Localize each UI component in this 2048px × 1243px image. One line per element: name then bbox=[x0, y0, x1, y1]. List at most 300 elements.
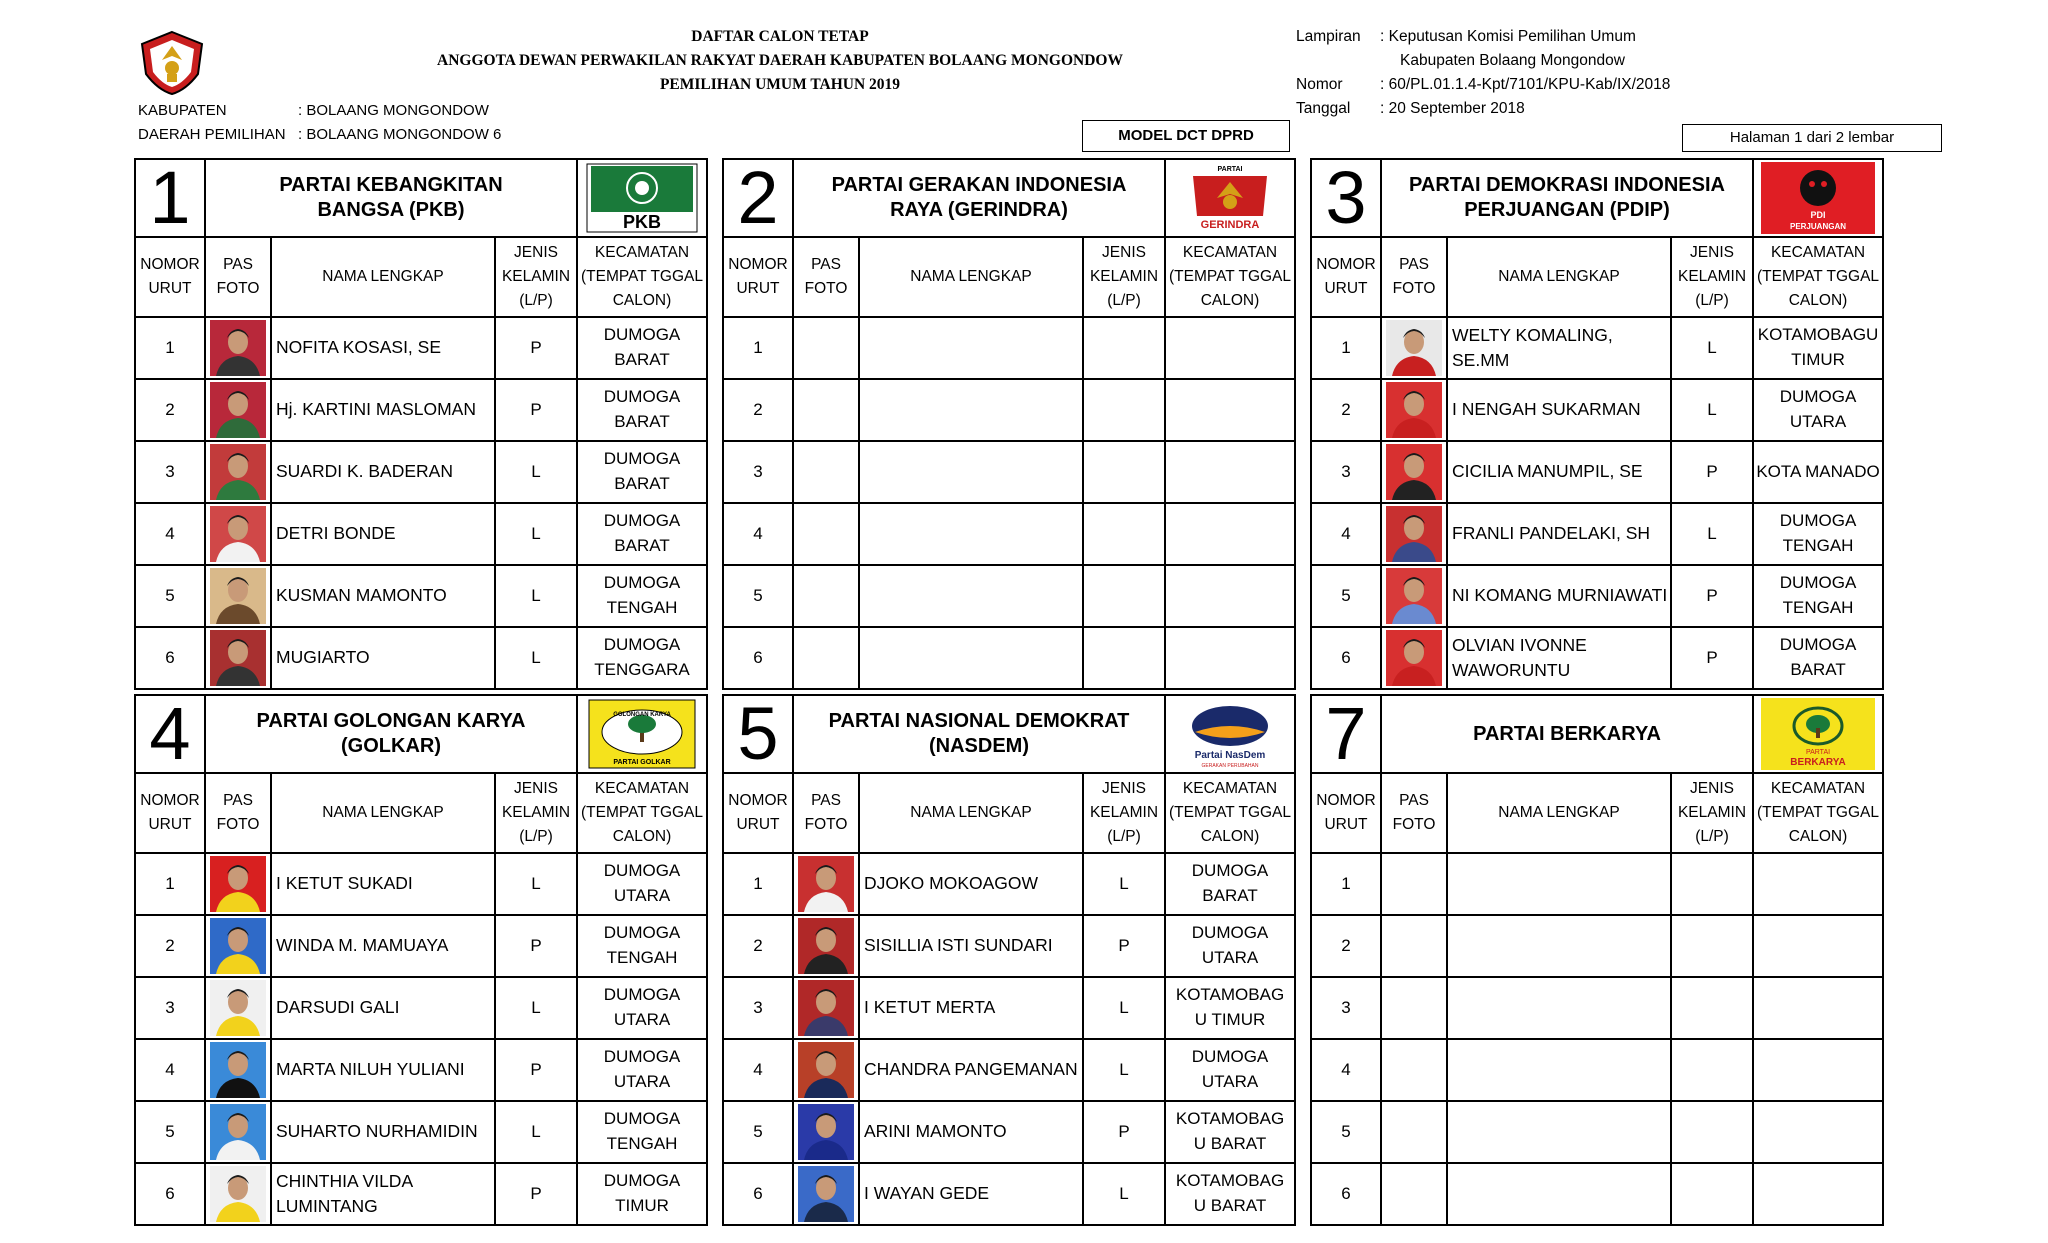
candidate-photo bbox=[1386, 568, 1442, 624]
candidate-gender: L bbox=[495, 1101, 577, 1163]
table-row bbox=[135, 1163, 707, 1225]
kecamatan-line: TENGAH bbox=[606, 948, 678, 967]
col-jk-line: JENIS bbox=[1690, 243, 1734, 261]
candidate-number: 3 bbox=[723, 441, 793, 503]
candidate-photo bbox=[210, 980, 266, 1036]
nasdem-logo bbox=[1173, 698, 1287, 770]
candidate-number: 3 bbox=[1311, 441, 1381, 503]
candidate-gender: P bbox=[495, 1163, 577, 1225]
candidate-photo-cell bbox=[793, 915, 859, 977]
kecamatan-line: DUMOGA bbox=[1779, 511, 1857, 531]
party-table-3 bbox=[1310, 158, 1882, 678]
candidate-number: 6 bbox=[723, 1163, 793, 1225]
title-line-3: PEMILIHAN UMUM TAHUN 2019 bbox=[659, 76, 901, 93]
kecamatan-line: U TIMUR bbox=[1194, 1010, 1266, 1029]
table-row bbox=[135, 503, 707, 565]
candidate-number: 1 bbox=[1311, 853, 1381, 915]
col-jk-line: (L/P) bbox=[519, 828, 553, 845]
party-number: 3 bbox=[1311, 159, 1381, 237]
candidate-photo-cell bbox=[793, 1039, 859, 1101]
candidate-name: DARSUDI GALI bbox=[271, 977, 495, 1039]
col-kec bbox=[1165, 237, 1295, 317]
kecamatan-line: BARAT bbox=[614, 474, 670, 493]
col-kec-line: KECAMATAN bbox=[1770, 243, 1866, 261]
dapil-line bbox=[138, 126, 501, 143]
table-row bbox=[1311, 317, 1883, 379]
col-jk-line: (L/P) bbox=[1695, 292, 1729, 309]
col-nomor-line: URUT bbox=[148, 816, 192, 833]
kecamatan-line: UTARA bbox=[1201, 1072, 1259, 1091]
party-number: 4 bbox=[135, 695, 205, 773]
candidate-kecamatan bbox=[577, 565, 707, 627]
party-grid bbox=[1310, 694, 1884, 1226]
table-row bbox=[135, 1101, 707, 1163]
candidate-gender: L bbox=[495, 627, 577, 689]
candidate-number: 1 bbox=[1311, 317, 1381, 379]
candidate-name: WINDA M. MAMUAYA bbox=[271, 915, 495, 977]
candidate-gender: L bbox=[495, 441, 577, 503]
candidate-name bbox=[1447, 1163, 1671, 1225]
candidate-gender bbox=[1083, 503, 1165, 565]
candidate-gender: P bbox=[495, 915, 577, 977]
candidate-gender bbox=[1671, 1101, 1753, 1163]
kecamatan-line: DUMOGA bbox=[1779, 573, 1857, 593]
candidate-photo-cell bbox=[205, 853, 271, 915]
candidate-kecamatan bbox=[1753, 503, 1883, 565]
party-number: 1 bbox=[135, 159, 205, 237]
candidate-photo-cell bbox=[205, 1039, 271, 1101]
kecamatan-line: U BARAT bbox=[1193, 1196, 1267, 1215]
candidate-gender: L bbox=[1083, 853, 1165, 915]
lampiran-value-1: : Keputusan Komisi Pemilihan Umum bbox=[1380, 28, 1636, 45]
party-logo-cell bbox=[577, 159, 707, 237]
col-jk-line: JENIS bbox=[1690, 779, 1734, 797]
col-foto-line: FOTO bbox=[804, 816, 848, 833]
kecamatan-line: BARAT bbox=[1790, 660, 1846, 679]
candidate-photo bbox=[210, 568, 266, 624]
candidate-number: 4 bbox=[723, 503, 793, 565]
col-nomor-line: NOMOR bbox=[140, 791, 200, 809]
candidate-kecamatan bbox=[577, 977, 707, 1039]
candidate-name bbox=[859, 317, 1083, 379]
kecamatan-line: UTARA bbox=[1789, 412, 1847, 431]
table-row bbox=[723, 977, 1295, 1039]
candidate-gender bbox=[1083, 627, 1165, 689]
col-foto-line: FOTO bbox=[216, 816, 260, 833]
col-kec-line: KECAMATAN bbox=[1182, 779, 1278, 797]
candidate-gender: P bbox=[495, 1039, 577, 1101]
kecamatan-line: DUMOGA bbox=[1191, 1047, 1269, 1067]
candidate-number: 5 bbox=[135, 565, 205, 627]
candidate-number: 3 bbox=[135, 977, 205, 1039]
kabupaten-line bbox=[138, 102, 489, 119]
col-jk-line: KELAMIN bbox=[1089, 803, 1159, 821]
candidate-name: ARINI MAMONTO bbox=[859, 1101, 1083, 1163]
col-nomor bbox=[723, 773, 793, 853]
table-row bbox=[1311, 977, 1883, 1039]
candidate-photo-cell bbox=[205, 503, 271, 565]
pdip-logo bbox=[1761, 162, 1875, 234]
candidate-gender: L bbox=[1083, 1039, 1165, 1101]
candidate-name: OLVIAN IVONNE WAWORUNTU bbox=[1447, 627, 1671, 689]
candidate-photo-cell bbox=[205, 379, 271, 441]
col-jk bbox=[1083, 773, 1165, 853]
col-jk-line: JENIS bbox=[1102, 243, 1146, 261]
col-jk-line: KELAMIN bbox=[501, 267, 571, 285]
candidate-kecamatan bbox=[577, 503, 707, 565]
col-kec-line: (TEMPAT TGGAL bbox=[581, 803, 704, 821]
col-jk-line: (L/P) bbox=[1107, 828, 1141, 845]
candidate-number: 2 bbox=[723, 379, 793, 441]
candidate-photo-cell bbox=[793, 977, 859, 1039]
candidate-kecamatan bbox=[1165, 441, 1295, 503]
candidate-name: Hj. KARTINI MASLOMAN bbox=[271, 379, 495, 441]
table-row bbox=[1311, 1163, 1883, 1225]
table-row bbox=[723, 379, 1295, 441]
candidate-number: 6 bbox=[1311, 1163, 1381, 1225]
candidate-gender: L bbox=[1671, 503, 1753, 565]
candidate-photo-cell bbox=[1381, 627, 1447, 689]
candidate-kecamatan bbox=[577, 627, 707, 689]
candidate-photo-cell bbox=[1381, 441, 1447, 503]
col-kec-line: CALON) bbox=[1788, 292, 1848, 309]
candidate-kecamatan bbox=[1753, 565, 1883, 627]
kecamatan-line: TENGAH bbox=[606, 1134, 678, 1153]
table-row bbox=[723, 1163, 1295, 1225]
candidate-name bbox=[1447, 1101, 1671, 1163]
party-table-1 bbox=[134, 158, 706, 678]
party-name-line: PARTAI GOLONGAN KARYA bbox=[256, 710, 526, 732]
party-table-2 bbox=[722, 158, 1294, 678]
party-header bbox=[723, 695, 1295, 773]
col-nomor-line: URUT bbox=[1324, 816, 1368, 833]
kecamatan-line: DUMOGA bbox=[603, 985, 681, 1005]
berkarya-logo bbox=[1761, 698, 1875, 770]
party-number: 7 bbox=[1311, 695, 1381, 773]
candidate-number: 4 bbox=[723, 1039, 793, 1101]
svg-text:PARTAI: PARTAI bbox=[1217, 166, 1243, 173]
candidate-photo-cell bbox=[1381, 379, 1447, 441]
candidate-kecamatan bbox=[1165, 1039, 1295, 1101]
candidate-kecamatan bbox=[1753, 1101, 1883, 1163]
col-jk bbox=[1083, 237, 1165, 317]
candidate-kecamatan bbox=[577, 915, 707, 977]
candidate-name: WELTY KOMALING, SE.MM bbox=[1447, 317, 1671, 379]
candidate-photo bbox=[1386, 444, 1442, 500]
candidate-kecamatan bbox=[577, 1101, 707, 1163]
candidate-gender: L bbox=[495, 977, 577, 1039]
kecamatan-line: KOTAMOBAG bbox=[1175, 1171, 1285, 1191]
kecamatan-line: UTARA bbox=[1201, 948, 1259, 967]
candidate-photo-cell bbox=[793, 565, 859, 627]
col-foto-line: PAS bbox=[223, 255, 253, 273]
party-name-line: PARTAI GERAKAN INDONESIA bbox=[831, 174, 1127, 196]
table-row bbox=[1311, 853, 1883, 915]
kecamatan-line: DUMOGA bbox=[603, 1109, 681, 1129]
candidate-photo-cell bbox=[793, 379, 859, 441]
table-row bbox=[135, 441, 707, 503]
svg-text:GOLONGAN KARYA: GOLONGAN KARYA bbox=[613, 712, 671, 718]
col-jk bbox=[1671, 773, 1753, 853]
candidate-photo bbox=[210, 1166, 266, 1222]
candidate-photo-cell bbox=[205, 317, 271, 379]
kecamatan-line: UTARA bbox=[613, 1072, 671, 1091]
col-foto bbox=[205, 237, 271, 317]
table-row bbox=[723, 853, 1295, 915]
candidate-photo bbox=[798, 856, 854, 912]
candidate-kecamatan bbox=[1753, 441, 1883, 503]
candidate-photo-cell bbox=[205, 1163, 271, 1225]
dapil-label: DAERAH PEMILIHAN bbox=[138, 126, 286, 143]
col-nama: NAMA LENGKAP bbox=[271, 237, 495, 317]
table-row bbox=[135, 915, 707, 977]
kecamatan-line: KOTA MANADO bbox=[1756, 461, 1880, 481]
col-kec-line: (TEMPAT TGGAL bbox=[1169, 803, 1292, 821]
candidate-photo bbox=[1386, 630, 1442, 686]
candidate-photo-cell bbox=[793, 441, 859, 503]
candidate-name: KUSMAN MAMONTO bbox=[271, 565, 495, 627]
candidate-photo bbox=[798, 918, 854, 974]
candidate-photo-cell bbox=[1381, 1101, 1447, 1163]
col-nomor-line: NOMOR bbox=[728, 255, 788, 273]
kecamatan-line: KOTAMOBAGU bbox=[1757, 325, 1879, 345]
candidate-kecamatan bbox=[1165, 977, 1295, 1039]
candidate-photo bbox=[1386, 320, 1442, 376]
candidate-kecamatan bbox=[1753, 317, 1883, 379]
candidate-photo-cell bbox=[793, 1163, 859, 1225]
col-jk-line: (L/P) bbox=[1695, 828, 1729, 845]
candidate-photo bbox=[210, 856, 266, 912]
col-foto-line: PAS bbox=[1399, 255, 1429, 273]
candidate-kecamatan bbox=[577, 379, 707, 441]
party-name bbox=[205, 695, 577, 773]
col-foto-line: PAS bbox=[223, 791, 253, 809]
candidate-number: 5 bbox=[135, 1101, 205, 1163]
candidate-kecamatan bbox=[1753, 915, 1883, 977]
col-nama: NAMA LENGKAP bbox=[859, 237, 1083, 317]
table-row bbox=[723, 317, 1295, 379]
col-foto-line: PAS bbox=[1399, 791, 1429, 809]
lampiran-label: Lampiran bbox=[1296, 28, 1361, 45]
column-header bbox=[1311, 237, 1883, 317]
candidate-photo bbox=[210, 630, 266, 686]
svg-text:PERJUANGAN: PERJUANGAN bbox=[1790, 222, 1847, 231]
column-header bbox=[135, 237, 707, 317]
col-foto-line: PAS bbox=[811, 791, 841, 809]
table-row bbox=[1311, 627, 1883, 689]
col-foto-line: FOTO bbox=[1392, 816, 1436, 833]
col-kec-line: KECAMATAN bbox=[1182, 243, 1278, 261]
candidate-name: I KETUT MERTA bbox=[859, 977, 1083, 1039]
svg-text:GERINDRA: GERINDRA bbox=[1200, 219, 1260, 231]
title-line-2: ANGGOTA DEWAN PERWAKILAN RAKYAT DAERAH KABUPATEN BOLAANG MONGONDOW bbox=[437, 52, 1123, 69]
tanggal-line bbox=[1296, 100, 1525, 118]
table-row bbox=[723, 441, 1295, 503]
party-grid bbox=[134, 694, 708, 1226]
candidate-photo-cell bbox=[1381, 565, 1447, 627]
page-indicator: Halaman 1 dari 2 lembar bbox=[1682, 124, 1942, 152]
candidate-gender: L bbox=[495, 853, 577, 915]
table-row bbox=[723, 915, 1295, 977]
candidate-photo-cell bbox=[1381, 317, 1447, 379]
candidate-name: MUGIARTO bbox=[271, 627, 495, 689]
candidate-gender bbox=[1083, 317, 1165, 379]
candidate-photo-cell bbox=[1381, 853, 1447, 915]
party-header bbox=[1311, 695, 1883, 773]
candidate-kecamatan bbox=[1165, 503, 1295, 565]
table-row bbox=[723, 1039, 1295, 1101]
candidate-photo bbox=[798, 1166, 854, 1222]
candidate-name-line: CHINTHIA VILDA bbox=[276, 1170, 414, 1191]
kecamatan-line: TENGGARA bbox=[594, 660, 690, 679]
column-header bbox=[1311, 773, 1883, 853]
col-jk-line: JENIS bbox=[514, 243, 558, 261]
candidate-gender: L bbox=[495, 565, 577, 627]
kecamatan-line: DUMOGA bbox=[603, 449, 681, 469]
candidate-name: MARTA NILUH YULIANI bbox=[271, 1039, 495, 1101]
candidate-number: 4 bbox=[135, 1039, 205, 1101]
col-nomor-line: URUT bbox=[1324, 280, 1368, 297]
candidate-number: 2 bbox=[135, 379, 205, 441]
col-jk bbox=[495, 773, 577, 853]
svg-text:PARTAI GOLKAR: PARTAI GOLKAR bbox=[613, 759, 671, 766]
col-jk-line: KELAMIN bbox=[1089, 267, 1159, 285]
col-foto bbox=[1381, 237, 1447, 317]
candidate-number: 1 bbox=[723, 853, 793, 915]
pkb-logo bbox=[585, 162, 699, 234]
candidate-gender: L bbox=[495, 503, 577, 565]
candidate-photo-cell bbox=[793, 853, 859, 915]
col-kec-line: CALON) bbox=[612, 292, 672, 309]
table-row bbox=[135, 565, 707, 627]
col-kec-line: KECAMATAN bbox=[594, 243, 690, 261]
candidate-name bbox=[859, 627, 1083, 689]
col-nomor-line: URUT bbox=[736, 280, 780, 297]
col-nomor-line: URUT bbox=[736, 816, 780, 833]
party-name-line: PARTAI DEMOKRASI INDONESIA bbox=[1409, 174, 1725, 196]
candidate-gender: P bbox=[495, 379, 577, 441]
candidate-kecamatan bbox=[1165, 915, 1295, 977]
candidate-photo bbox=[798, 1042, 854, 1098]
party-logo-cell bbox=[1753, 159, 1883, 237]
candidate-number: 4 bbox=[135, 503, 205, 565]
candidate-kecamatan bbox=[1165, 1163, 1295, 1225]
col-kec bbox=[1753, 237, 1883, 317]
candidate-photo-cell bbox=[205, 627, 271, 689]
candidate-gender bbox=[1671, 977, 1753, 1039]
candidate-name bbox=[1447, 915, 1671, 977]
candidate-number: 6 bbox=[723, 627, 793, 689]
col-kec bbox=[577, 237, 707, 317]
candidate-kecamatan bbox=[1753, 627, 1883, 689]
party-grid bbox=[134, 158, 708, 690]
candidate-kecamatan bbox=[1753, 1039, 1883, 1101]
party-name bbox=[793, 159, 1165, 237]
candidate-name: NOFITA KOSASI, SE bbox=[271, 317, 495, 379]
column-header bbox=[723, 773, 1295, 853]
candidate-number: 5 bbox=[1311, 1101, 1381, 1163]
candidate-photo-cell bbox=[793, 627, 859, 689]
party-name-line: PARTAI BERKARYA bbox=[1473, 722, 1661, 745]
kecamatan-line: DUMOGA bbox=[1779, 635, 1857, 655]
col-nomor bbox=[723, 237, 793, 317]
col-nomor bbox=[135, 237, 205, 317]
candidate-gender: P bbox=[1671, 441, 1753, 503]
candidate-number: 5 bbox=[723, 1101, 793, 1163]
party-name bbox=[1381, 695, 1753, 773]
party-header bbox=[723, 159, 1295, 237]
kecamatan-line: BARAT bbox=[614, 412, 670, 431]
candidate-photo bbox=[210, 506, 266, 562]
col-nomor-line: NOMOR bbox=[1316, 255, 1376, 273]
model-label: MODEL DCT DPRD bbox=[1082, 120, 1290, 152]
table-row bbox=[1311, 441, 1883, 503]
kecamatan-line: U BARAT bbox=[1193, 1134, 1267, 1153]
candidate-photo-cell bbox=[1381, 503, 1447, 565]
party-table-7 bbox=[1310, 694, 1882, 1214]
candidate-kecamatan bbox=[577, 853, 707, 915]
col-nomor-line: NOMOR bbox=[1316, 791, 1376, 809]
col-foto bbox=[793, 237, 859, 317]
col-kec-line: CALON) bbox=[1200, 292, 1260, 309]
kecamatan-line: KOTAMOBAG bbox=[1175, 1109, 1285, 1129]
party-name-line: BANGSA (PKB) bbox=[317, 199, 465, 221]
candidate-photo-cell bbox=[1381, 1039, 1447, 1101]
candidate-gender bbox=[1083, 379, 1165, 441]
candidate-name: DETRI BONDE bbox=[271, 503, 495, 565]
candidate-gender bbox=[1671, 853, 1753, 915]
candidate-photo-cell bbox=[1381, 977, 1447, 1039]
candidate-kecamatan bbox=[577, 317, 707, 379]
candidate-name bbox=[859, 565, 1083, 627]
candidate-gender: P bbox=[495, 317, 577, 379]
candidate-kecamatan bbox=[577, 1163, 707, 1225]
col-nama: NAMA LENGKAP bbox=[859, 773, 1083, 853]
candidate-gender: L bbox=[1083, 1163, 1165, 1225]
col-kec-line: KECAMATAN bbox=[1770, 779, 1866, 797]
candidate-kecamatan bbox=[1165, 317, 1295, 379]
candidate-gender bbox=[1671, 1039, 1753, 1101]
candidate-name: SISILLIA ISTI SUNDARI bbox=[859, 915, 1083, 977]
kecamatan-line: DUMOGA bbox=[603, 923, 681, 943]
candidate-kecamatan bbox=[1165, 1101, 1295, 1163]
nomor-value: : 60/PL.01.1.4-Kpt/7101/KPU-Kab/IX/2018 bbox=[1380, 76, 1671, 93]
candidate-number: 6 bbox=[1311, 627, 1381, 689]
candidate-number: 6 bbox=[135, 627, 205, 689]
candidate-gender: L bbox=[1671, 379, 1753, 441]
col-foto bbox=[793, 773, 859, 853]
col-nama: NAMA LENGKAP bbox=[271, 773, 495, 853]
candidate-name: FRANLI PANDELAKI, SH bbox=[1447, 503, 1671, 565]
table-row bbox=[1311, 915, 1883, 977]
svg-text:PARTAI: PARTAI bbox=[1805, 749, 1831, 756]
party-name-line: (NASDEM) bbox=[929, 735, 1029, 757]
table-row bbox=[723, 627, 1295, 689]
candidate-photo bbox=[210, 918, 266, 974]
table-row bbox=[723, 565, 1295, 627]
candidate-gender: L bbox=[1671, 317, 1753, 379]
candidate-kecamatan bbox=[1165, 379, 1295, 441]
kecamatan-line: DUMOGA bbox=[603, 635, 681, 655]
table-row bbox=[1311, 503, 1883, 565]
candidate-number: 1 bbox=[723, 317, 793, 379]
party-grid bbox=[722, 694, 1296, 1226]
candidate-name bbox=[859, 503, 1083, 565]
party-name bbox=[1381, 159, 1753, 237]
party-logo-cell bbox=[1165, 695, 1295, 773]
candidate-photo-cell bbox=[793, 317, 859, 379]
party-name-line: (GOLKAR) bbox=[341, 735, 441, 757]
